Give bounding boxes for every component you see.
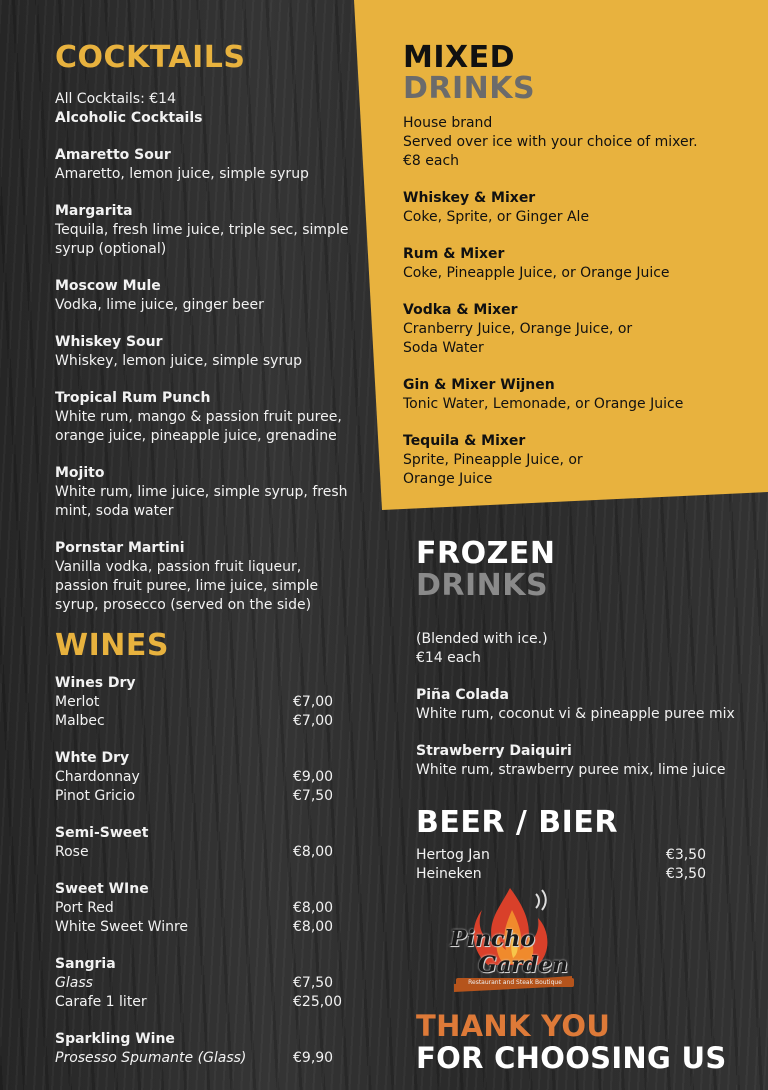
menu-item-name: Whiskey Sour: [55, 334, 163, 350]
menu-item-desc: Cranberry Juice, Orange Juice, or Soda Water: [403, 321, 633, 356]
price-row-value: €3,50: [665, 866, 706, 882]
cocktails-title: COCKTAILS: [55, 40, 246, 75]
price-row-value: €7,00: [293, 713, 334, 729]
menu-item: [403, 376, 743, 414]
price-row-label: Carafe 1 liter: [55, 994, 147, 1010]
beer-title: BEER / BIER: [416, 805, 618, 840]
wine-group: [55, 824, 345, 862]
menu-item-desc: Coke, Pineapple Juice, or Orange Juice: [403, 265, 670, 281]
wine-group: [55, 674, 345, 731]
menu-item: [55, 277, 355, 315]
mixed-drinks-section: [403, 42, 743, 489]
menu-item: [416, 742, 746, 780]
price-row-value: €7,50: [293, 788, 334, 804]
price-row-value: €7,00: [293, 694, 334, 710]
frozen-title-line2: DRINKS: [416, 568, 549, 603]
menu-item-name: Vodka & Mixer: [403, 302, 518, 318]
price-row-value: €9,00: [293, 769, 334, 785]
menu-item-name: Moscow Mule: [55, 278, 161, 294]
menu-item-name: Whiskey & Mixer: [403, 190, 536, 206]
menu-item-name: Mojito: [55, 465, 105, 481]
menu-item-desc: Vanilla vodka, passion fruit liqueur, passion fruit puree, lime juice, simple syrup, prosecco (served on the side): [55, 559, 319, 613]
wines-section: [55, 626, 345, 1068]
mixed-intro: Served over ice with your choice of mixer.: [403, 134, 698, 150]
menu-item-desc: Vodka, lime juice, ginger beer: [55, 297, 264, 313]
price-row-label: Malbec: [55, 713, 105, 729]
menu-item-desc: White rum, lime juice, simple syrup, fresh mint, soda water: [55, 484, 348, 519]
menu-item-name: Margarita: [55, 203, 133, 219]
menu-item-name: Tequila & Mixer: [403, 433, 526, 449]
cocktails-section: [55, 38, 355, 615]
price-row-value: €3,50: [665, 847, 706, 863]
wine-group: [55, 880, 345, 937]
cocktails-subtitle: Alcoholic Cocktails: [55, 110, 203, 126]
price-row: [55, 787, 345, 806]
price-row-value: €7,50: [293, 975, 334, 991]
pincho-garden-logo: [448, 880, 578, 1005]
menu-item-name: Piña Colada: [416, 687, 509, 703]
price-row-label: Rose: [55, 844, 89, 860]
price-row: [416, 846, 706, 865]
menu-item-desc: Sprite, Pineapple Juice, or Orange Juice: [403, 452, 583, 487]
menu-item-name: Rum & Mixer: [403, 246, 505, 262]
menu-item: [55, 333, 355, 371]
wine-group-name: Wines Dry: [55, 675, 136, 691]
menu-item: [403, 432, 743, 489]
price-row: [55, 974, 345, 993]
menu-item: [403, 189, 743, 227]
menu-item-desc: Coke, Sprite, or Ginger Ale: [403, 209, 590, 225]
price-row-label: Merlot: [55, 694, 100, 710]
mixed-intro: House brand: [403, 115, 493, 131]
menu-item-desc: Whiskey, lemon juice, simple syrup: [55, 353, 302, 369]
menu-item-name: Strawberry Daiquiri: [416, 743, 572, 759]
price-row-label: Heineken: [416, 866, 482, 882]
frozen-drinks-section: [416, 538, 746, 780]
price-row-label: Prosesso Spumante (Glass): [55, 1050, 247, 1066]
menu-item-name: Tropical Rum Punch: [55, 390, 211, 406]
wines-title: WINES: [55, 628, 169, 663]
price-row-label: White Sweet Winre: [55, 919, 189, 935]
menu-item: [55, 539, 355, 615]
thank-you-line1: THANK YOU: [416, 1009, 611, 1043]
price-row-label: Pinot Gricio: [55, 788, 136, 804]
menu-item: [403, 301, 743, 358]
price-row: [55, 918, 345, 937]
menu-item-desc: White rum, strawberry puree mix, lime juice: [416, 762, 726, 778]
frozen-intro: €14 each: [416, 650, 481, 666]
menu-item: [55, 464, 355, 521]
cocktails-price-note: All Cocktails: €14: [55, 91, 176, 107]
price-row-value: €25,00: [293, 994, 342, 1010]
price-row-label: Chardonnay: [55, 769, 140, 785]
menu-item: [55, 146, 355, 184]
wine-group-name: Sangria: [55, 956, 116, 972]
price-row-value: €8,00: [293, 844, 334, 860]
price-row-value: €9,90: [293, 1050, 334, 1066]
thank-you-footer: [416, 1010, 766, 1074]
price-row: [55, 693, 345, 712]
price-row: [55, 1049, 345, 1068]
price-row-value: €8,00: [293, 900, 334, 916]
frozen-title-line1: FROZEN: [416, 536, 556, 571]
wine-group: [55, 955, 345, 1012]
menu-item-name: Amaretto Sour: [55, 147, 171, 163]
logo-text-line1: Pincho: [450, 926, 535, 952]
price-row-label: Glass: [55, 975, 93, 991]
mixed-intro: €8 each: [403, 153, 460, 169]
menu-item: [55, 389, 355, 446]
price-row: [55, 712, 345, 731]
menu-item-desc: Tequila, fresh lime juice, triple sec, simple syrup (optional): [55, 222, 349, 257]
price-row-value: €8,00: [293, 919, 334, 935]
wine-group-name: Sparkling Wine: [55, 1031, 175, 1047]
wine-group: [55, 1030, 345, 1068]
beer-section: [416, 804, 706, 884]
menu-item-desc: Amaretto, lemon juice, simple syrup: [55, 166, 309, 182]
thank-you-line2: FOR CHOOSING US: [416, 1041, 727, 1075]
mixed-title-line2: DRINKS: [403, 71, 536, 106]
mixed-title-line1: MIXED: [403, 40, 516, 75]
wine-group-name: Sweet WIne: [55, 881, 149, 897]
price-row: [55, 899, 345, 918]
menu-item-name: Pornstar Martini: [55, 540, 185, 556]
price-row: [55, 993, 345, 1012]
price-row: [55, 843, 345, 862]
logo-text-line2: Garden: [478, 952, 569, 978]
menu-item: [416, 686, 746, 724]
menu-item-desc: White rum, coconut vi & pineapple puree mix: [416, 706, 735, 722]
menu-item: [403, 245, 743, 283]
wine-group-name: Semi-Sweet: [55, 825, 149, 841]
menu-item-desc: White rum, mango & passion fruit puree, orange juice, pineapple juice, grenadine: [55, 409, 342, 444]
menu-item: [55, 202, 355, 259]
logo-tagline: Restaurant and Steak Boutique: [456, 978, 574, 987]
menu-item-desc: Tonic Water, Lemonade, or Orange Juice: [403, 396, 684, 412]
frozen-intro: (Blended with ice.): [416, 631, 548, 647]
price-row: [55, 768, 345, 787]
wine-group-name: Whte Dry: [55, 750, 130, 766]
menu-item-name: Gin & Mixer Wijnen: [403, 377, 555, 393]
wine-group: [55, 749, 345, 806]
price-row-label: Port Red: [55, 900, 114, 916]
price-row-label: Hertog Jan: [416, 847, 490, 863]
